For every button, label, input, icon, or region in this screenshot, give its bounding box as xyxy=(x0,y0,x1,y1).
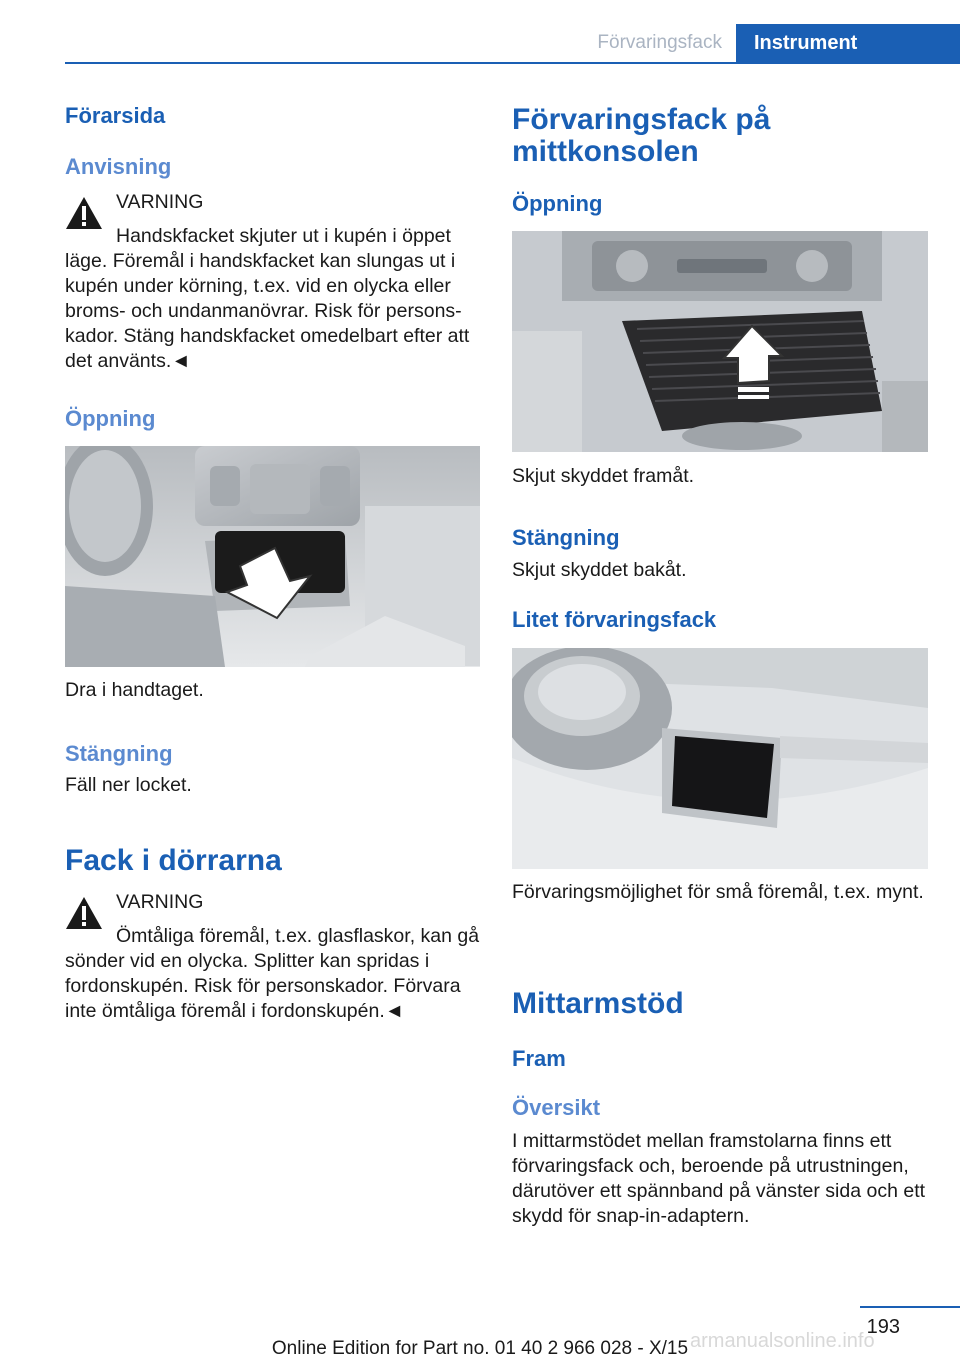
heading-oppning: Öppning xyxy=(65,406,156,431)
heading-anvisning: Anvisning xyxy=(65,154,172,179)
console-compartment-photo xyxy=(512,231,928,452)
header-rule xyxy=(65,62,960,64)
heading-oversikt: Översikt xyxy=(512,1095,601,1120)
caption-small: Förvaringsmöjlighet för små föremål, t.ex. mynt. xyxy=(512,881,924,903)
page-number: 193 xyxy=(866,1316,900,1338)
heading-fack-i-dorrarna: Fack i dörrarna xyxy=(65,844,282,877)
footer-rule xyxy=(860,1306,960,1308)
glovebox-photo xyxy=(65,446,480,667)
heading-litet-forvaringsfack: Litet förvaringsfack xyxy=(512,607,717,632)
small-compartment-photo xyxy=(512,648,928,869)
warning-text: Handskfacket skjuter ut i kupén i öppet läge. Föremål i handskfacket kan slungas ut i kupén under körning, t.ex. vid en olycka eller broms- och undanmanövrar. Risk för personskador. Stäng handskfacket omedelbart efter att det använts.◄ xyxy=(65,225,470,372)
text-stangning: Fäll ner locket. xyxy=(65,774,192,796)
watermark: armanualsonline.info xyxy=(690,1330,875,1352)
header-section-title: Förvaringsfack xyxy=(597,32,722,53)
heading-oppning: Öppning xyxy=(512,191,603,216)
heading-stangning: Stängning xyxy=(512,525,620,550)
heading-forvaringsfack-mittkonsol: Förvaringsfack på mittkonsolen xyxy=(512,103,771,168)
warning-text: Ömtåliga föremål, t.ex. glasflaskor, kan gå sönder vid en olycka. Splitter kan spridas i fordonskupén. Risk för personskador. Förvara inte ömtåliga föremål i fordonskupén.◄ xyxy=(65,925,480,1022)
footer-edition: Online Edition for Part no. 01 40 2 966 028 - X/15 xyxy=(271,1338,689,1359)
caption-open: Dra i handtaget. xyxy=(65,679,204,701)
page-header xyxy=(0,0,960,62)
heading-forarsida: Förarsida xyxy=(65,103,166,128)
heading-stangning: Stängning xyxy=(65,741,173,766)
text-oversikt: I mittarmstödet mellan framstolarna finns ett förvaringsfack och, beroende på utrustningen, därutöver ett spännband på vänster sida och ett skydd för snap-in-adaptern. xyxy=(512,1130,926,1227)
heading-fram: Fram xyxy=(512,1046,566,1071)
warning-label: VARNING xyxy=(116,191,204,213)
warning-label: VARNING xyxy=(116,891,204,913)
text-stangning: Skjut skyddet bakåt. xyxy=(512,559,687,581)
caption-open: Skjut skyddet framåt. xyxy=(512,465,695,487)
heading-mittarmstod: Mittarmstöd xyxy=(512,987,684,1020)
header-chapter-tab: Instrument xyxy=(736,24,960,62)
